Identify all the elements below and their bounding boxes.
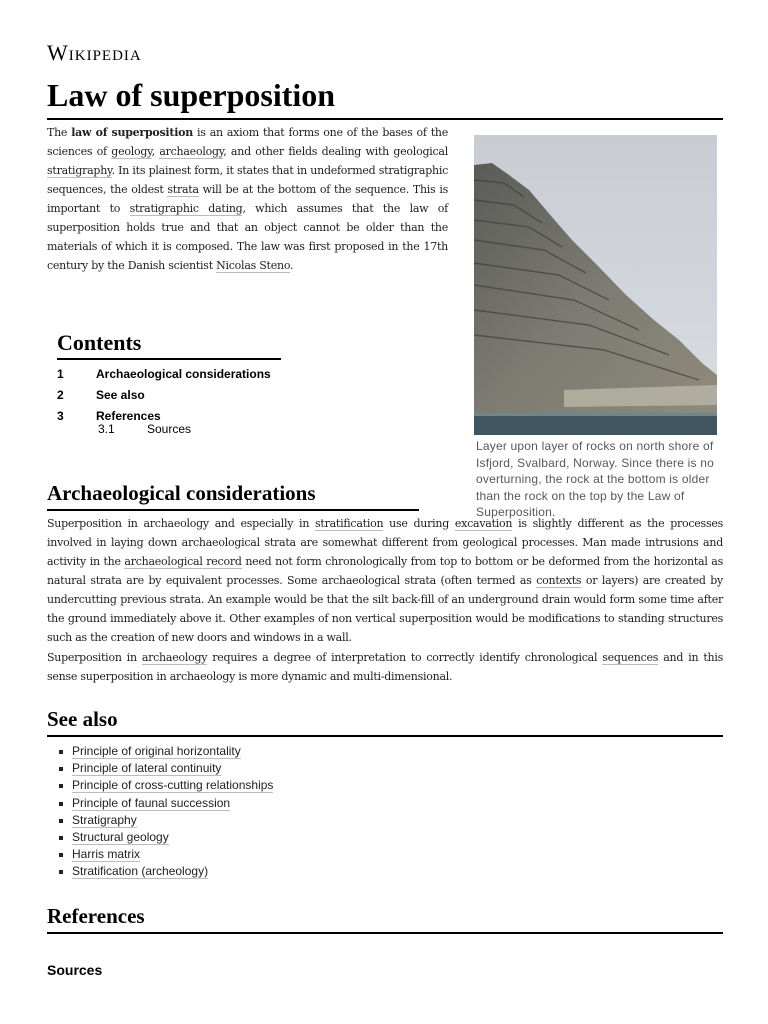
bold-term: law of superposition <box>71 126 193 139</box>
see-also-link[interactable]: Harris matrix <box>72 847 140 862</box>
list-item <box>47 777 273 794</box>
section-heading-references: References <box>47 903 723 934</box>
toc-item[interactable]: 1 Archaeological considerations <box>57 367 271 381</box>
link-archaeology-2[interactable]: archaeology <box>141 651 208 664</box>
link-archaeological-record[interactable]: archaeological record <box>124 555 242 568</box>
see-also-link[interactable]: Principle of lateral continuity <box>72 761 222 776</box>
list-item <box>47 846 273 863</box>
link-stratification[interactable]: stratification <box>315 517 384 530</box>
wikipedia-logo[interactable]: Wikipedia <box>47 40 142 65</box>
link-nicolas-steno[interactable]: Nicolas Steno <box>216 259 290 272</box>
list-item <box>47 743 273 760</box>
toc-item[interactable]: 3 References <box>57 409 161 423</box>
lead-paragraph: The law of superposition is an axiom that forms one of the bases of the sciences of geology, archaeology, and other fields dealing with geological stratigraphy. In its plainest form, it states that in undeformed stratigraphic sequences, the oldest strata will be at the bottom of the sequence. This is important to stratigraphic dating, which assumes that the law of superposition holds true and that an object cannot be older than the materials of which it is composed. The law was first proposed in the 17th century by the Danish scientist Nicolas Steno. <box>47 126 448 272</box>
see-also-list <box>47 743 273 881</box>
list-item <box>47 829 273 846</box>
section-heading-archaeological: Archaeological considerations <box>47 480 419 511</box>
link-archaeology[interactable]: archaeology <box>159 145 224 158</box>
link-sequences[interactable]: sequences <box>602 651 659 664</box>
section-heading-see-also: See also <box>47 706 723 737</box>
figure-caption: Layer upon layer of rocks on north shore of Isfjord, Svalbard, Norway. Since there is no overturning, the rock at the bottom is older than the rock on the top by the Law of Superposition. <box>476 439 715 519</box>
toc-item[interactable]: 2 See also <box>57 388 145 402</box>
see-also-link[interactable]: Structural geology <box>72 830 169 845</box>
list-item <box>47 795 273 812</box>
page-title: Law of superposition <box>47 74 723 120</box>
link-strata[interactable]: strata <box>167 183 199 196</box>
link-stratigraphy[interactable]: stratigraphy <box>47 164 112 177</box>
list-item <box>47 760 273 777</box>
see-also-link[interactable]: Principle of original horizontality <box>72 744 241 758</box>
link-contexts[interactable]: contexts <box>536 574 582 587</box>
table-of-contents <box>57 330 281 436</box>
list-item <box>47 812 273 829</box>
list-item <box>47 863 273 880</box>
see-also-link[interactable]: Stratigraphy <box>72 812 137 827</box>
subsection-heading-sources: Sources <box>47 962 103 978</box>
toc-subitem[interactable]: 3.1 Sources <box>98 422 192 436</box>
link-stratigraphic-dating[interactable]: stratigraphic dating <box>129 202 243 215</box>
cliff-photo[interactable] <box>474 135 717 435</box>
infobox-figure <box>474 135 717 521</box>
see-also-link[interactable]: Stratification (archeology) <box>72 864 209 879</box>
link-excavation[interactable]: excavation <box>454 517 513 530</box>
see-also-link[interactable]: Principle of cross-cutting relationships <box>72 778 274 793</box>
toc-title: Contents <box>57 330 281 360</box>
archaeology-paragraph-1: Superposition in archaeology and especially in stratification use during excavation is slightly different as the processes involved in laying down archaeological strata are somewhat different from geological processes. Man made intrusions and activity in the archaeological record need not form chronologically from top to bottom or be deformed from the horizontal as natural strata are by equivalent processes. Some archaeological strata (often termed as contexts or layers) are created by undercutting previous strata. An example would be that the silt back-fill of an underground drain would form some time after the ground immediately above it. Other examples of non vertical superposition would be modifications to standing structures such as the creation of new doors and windows in a wall. <box>47 517 723 644</box>
archaeology-paragraph-2: Superposition in archaeology requires a degree of interpretation to correctly identify chronological sequences and in this sense superposition in archaeology is more dynamic and multi-dimensional. <box>47 651 724 683</box>
link-geology[interactable]: geology <box>111 145 152 158</box>
see-also-link[interactable]: Principle of faunal succession <box>72 795 231 810</box>
